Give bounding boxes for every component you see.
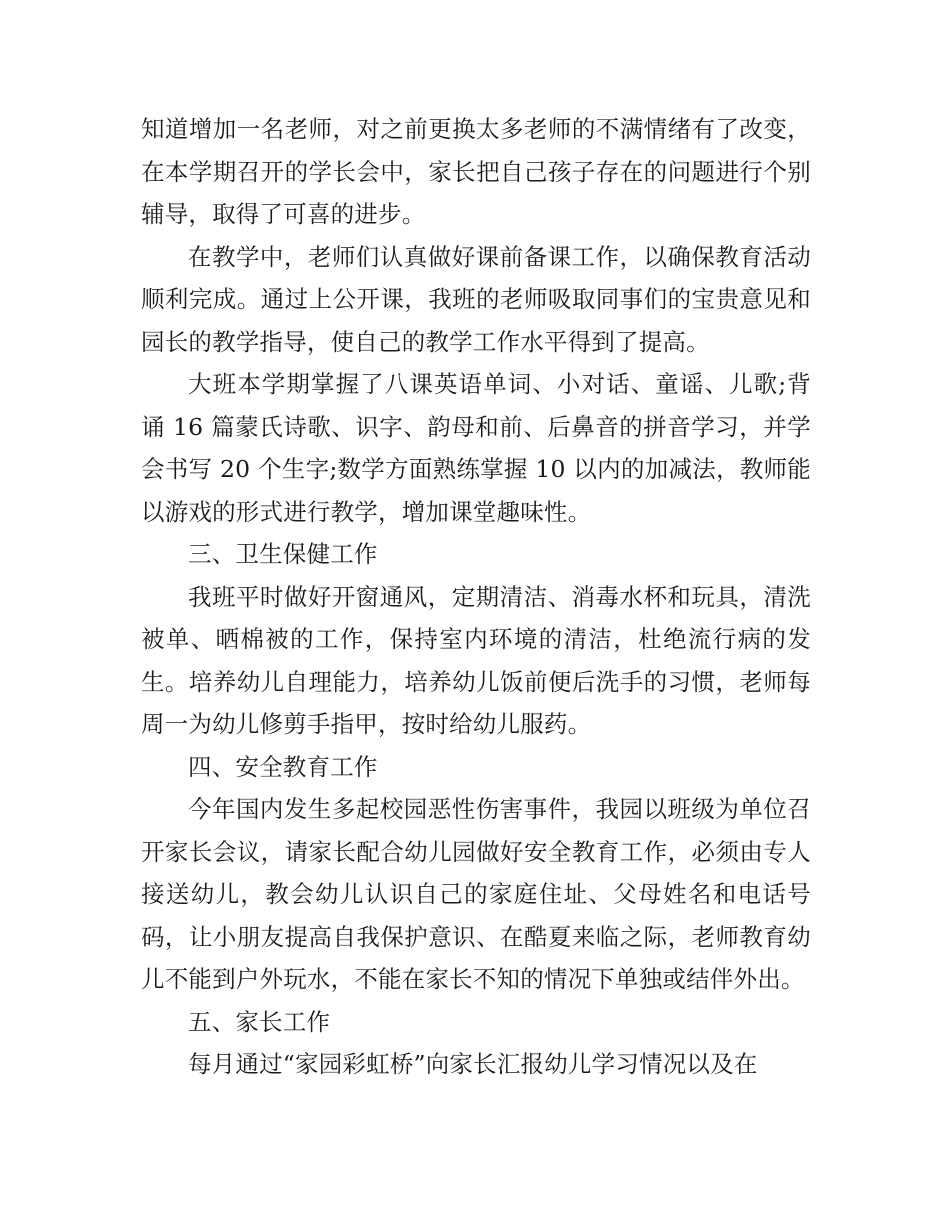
paragraph-curriculum: 大班本学期掌握了八课英语单词、小对话、童谣、儿歌;背诵 16 篇蒙氏诗歌、识字、韵母和前、后鼻音的拼音学习，并学会书写 20 个生字;数学方面熟练掌握 10 以内的加减法，教师能以游戏的形式进行教学，增加课堂趣味性。 bbox=[141, 370, 811, 526]
section-heading-health: 三、卫生保健工作 bbox=[188, 540, 378, 568]
paragraph-health: 我班平时做好开窗通风，定期清洁、消毒水杯和玩具，清洗被单、晒棉被的工作，保持室内环境的清洁，杜绝流行病的发生。培养幼儿自理能力，培养幼儿饭前便后洗手的习惯，老师每周一为幼儿修剪手指甲，按时给幼儿服药。 bbox=[141, 582, 811, 738]
document-body bbox=[141, 108, 811, 1086]
paragraph-parents: 每月通过“家园彩虹桥”向家长汇报幼儿学习情况以及在 bbox=[188, 1050, 758, 1078]
section-heading-parents: 五、家长工作 bbox=[188, 1007, 331, 1036]
paragraph-safety: 今年国内发生多起校园恶性伤害事件，我园以班级为单位召开家长会议，请家长配合幼儿园做好安全教育工作，必须由专人接送幼儿，教会幼儿认识自己的家庭住址、父母姓名和电话号码，让小朋友提高自我保护意识、在酷夏来临之际，老师教育幼儿不能到户外玩水，不能在家长不知的情况下单独或结伴外出。 bbox=[141, 795, 811, 993]
paragraph-teaching: 在教学中，老师们认真做好课前备课工作，以确保教育活动顺利完成。通过上公开课，我班的老师吸取同事们的宝贵意见和园长的教学指导，使自己的教学工作水平得到了提高。 bbox=[141, 242, 811, 356]
paragraph-continuation: 知道增加一名老师，对之前更换太多老师的不满情绪有了改变，在本学期召开的学长会中，家长把自己孩子存在的问题进行个别辅导，取得了可喜的进步。 bbox=[141, 115, 811, 228]
section-heading-safety: 四、安全教育工作 bbox=[188, 752, 378, 781]
